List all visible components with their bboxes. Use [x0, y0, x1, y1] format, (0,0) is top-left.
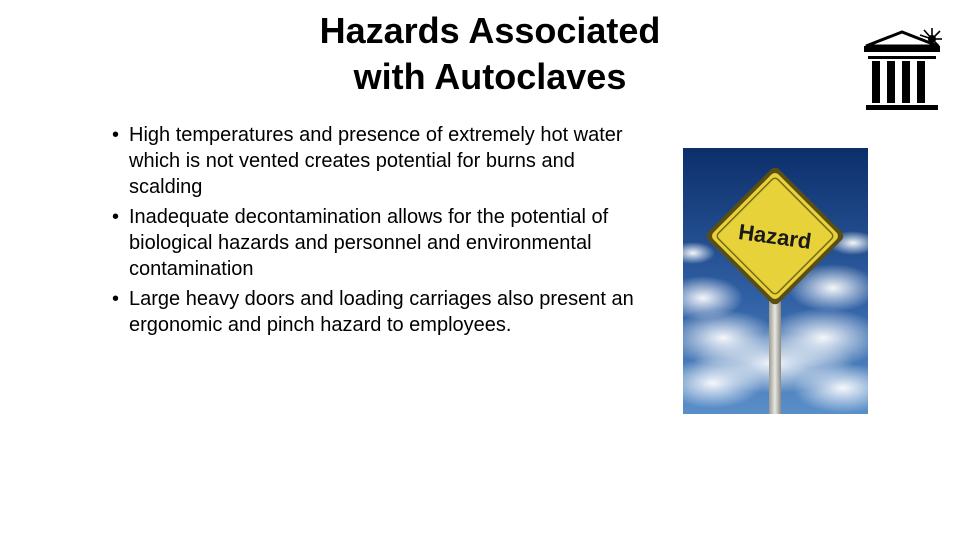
- bullet-marker: •: [112, 288, 120, 310]
- slide-title-line-2: with Autoclaves: [353, 56, 627, 97]
- slide-title: [230, 8, 750, 100]
- bullet-marker: •: [112, 124, 120, 146]
- bullet-list: [112, 122, 652, 342]
- slide-title-line-1: Hazards Associated: [319, 10, 661, 51]
- bullet-text: Large heavy doors and loading carriages also present an ergonomic and pinch hazard to employees.: [129, 288, 634, 336]
- university-building-icon: [862, 16, 942, 112]
- hazard-sign-text: Hazard: [736, 219, 813, 254]
- bullet-marker: •: [112, 206, 120, 228]
- bullet-item: [112, 122, 652, 200]
- bullet-text: High temperatures and presence of extremely hot water which is not vented creates potential for burns and scalding: [129, 124, 623, 198]
- bullet-item: [112, 286, 652, 338]
- hazard-sign-photo: [683, 148, 868, 414]
- bullet-text: Inadequate decontamination allows for the potential of biological hazards and personnel and environmental contamination: [129, 206, 609, 280]
- bullet-item: [112, 204, 652, 282]
